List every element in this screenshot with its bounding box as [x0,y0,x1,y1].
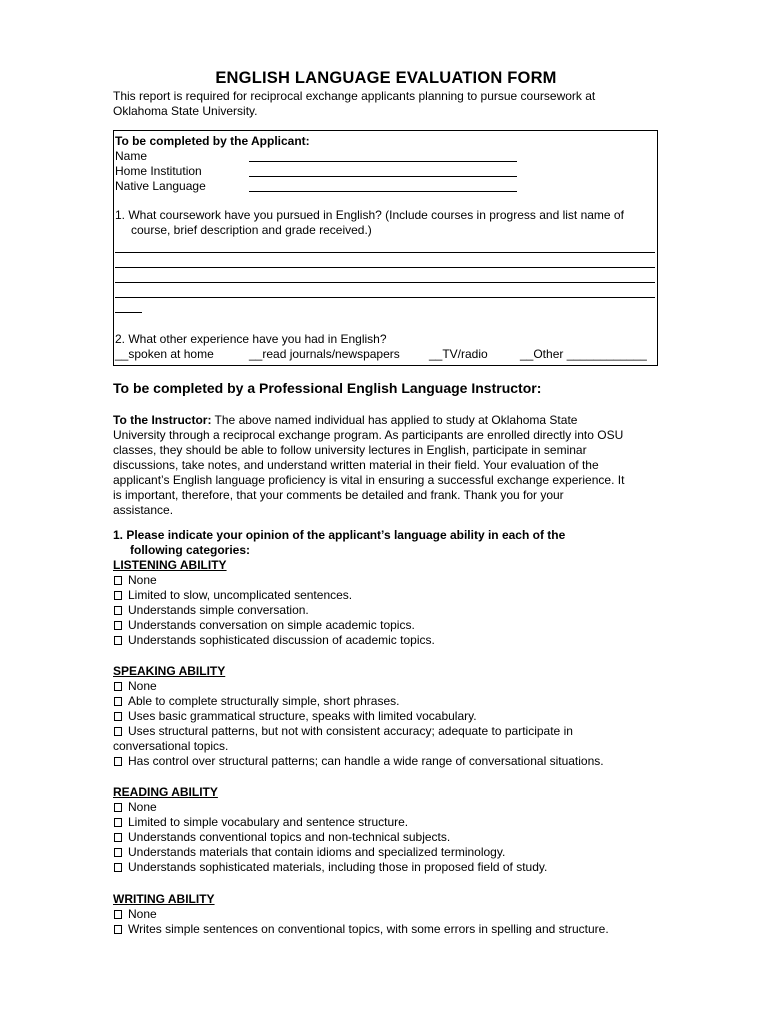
coursework-answer-lines[interactable] [115,238,655,313]
speaking-option[interactable]: Able to complete structurally simple, short phrases. [113,694,659,709]
form-title: ENGLISH LANGUAGE EVALUATION FORM [215,69,557,87]
name-field [115,149,655,164]
checkbox-icon[interactable] [114,606,122,615]
experience-options [115,347,655,362]
speaking-option[interactable]: Uses structural patterns, but not with consistent accuracy; adequate to participate in [113,724,659,739]
experience-question: 2. What other experience have you had in English? [115,332,387,346]
answer-line[interactable] [115,283,655,298]
checkbox-icon[interactable] [114,712,122,721]
checkbox-icon[interactable] [114,682,122,691]
checkbox-icon[interactable] [114,591,122,600]
option-spoken-at-home[interactable]: __spoken at home [115,347,214,361]
reading-option[interactable]: Understands conventional topics and non-technical subjects. [113,830,659,845]
reading-option[interactable]: Limited to simple vocabulary and sentence structure. [113,815,659,830]
reading-option[interactable]: Understands sophisticated materials, including those in proposed field of study. [113,860,659,875]
writing-section [113,892,659,937]
intro-text: This report is required for reciprocal exchange applicants planning to pursue coursework at Oklahoma State University. [113,89,596,118]
option-read-journals[interactable]: __read journals/newspapers [249,347,400,361]
reading-option[interactable]: None [113,800,659,815]
option-other[interactable]: __Other ____________ [520,347,647,361]
option-tv-radio[interactable]: __TV/radio [429,347,488,361]
answer-line[interactable] [115,268,655,283]
listening-option[interactable]: None [113,573,659,588]
listening-section [113,528,659,648]
reading-section [113,785,659,875]
checkbox-icon[interactable] [114,833,122,842]
speaking-option[interactable]: None [113,679,659,694]
checkbox-icon[interactable] [114,848,122,857]
checkbox-icon[interactable] [114,576,122,585]
home-institution-field [115,164,655,179]
native-language-label: Native Language [115,179,206,193]
answer-line[interactable] [115,253,655,268]
home-institution-label: Home Institution [115,164,202,178]
checkbox-icon[interactable] [114,818,122,827]
checkbox-icon[interactable] [114,697,122,706]
listening-option[interactable]: Limited to slow, uncomplicated sentences. [113,588,659,603]
answer-line[interactable] [115,238,655,253]
applicant-heading: To be completed by the Applicant: [115,134,310,148]
home-institution-blank[interactable] [249,164,517,177]
writing-title: WRITING ABILITY [113,892,215,906]
coursework-question: 1. What coursework have you pursued in English? (Include courses in progress and list name of course, brief description and grade received.) [115,208,624,237]
instructor-paragraph: To the Instructor: The above named individual has applied to study at Oklahoma State University through a reciprocal exchange program. As participants are enrolled directly into OSU classes, they should be able to follow university lectures in English, participate in seminar discussions, take notes, and understand written material in their field. Your evaluation of the applicant’s English language proficiency is vital in ensuring a successful exchange experience. It is important, therefore, that your comments be detailed and frank. Thank you for your assistance. [113,413,625,517]
listening-option[interactable]: Understands sophisticated discussion of academic topics. [113,633,659,648]
checkbox-icon[interactable] [114,863,122,872]
listening-option[interactable]: Understands simple conversation. [113,603,659,618]
listening-title: LISTENING ABILITY [113,558,227,572]
speaking-title: SPEAKING ABILITY [113,664,226,678]
name-label: Name [115,149,148,163]
instructor-label: To the Instructor: [113,413,212,427]
instructor-heading: To be completed by a Professional English Language Instructor: [113,380,542,396]
checkbox-icon[interactable] [114,925,122,934]
applicant-section [113,130,658,366]
reading-title: READING ABILITY [113,785,218,799]
writing-option[interactable]: Writes simple sentences on conventional topics, with some errors in spelling and structure. [113,922,659,937]
checkbox-icon[interactable] [114,803,122,812]
reading-option[interactable]: Understands materials that contain idioms and specialized terminology. [113,845,659,860]
writing-option[interactable]: None [113,907,659,922]
checkbox-icon[interactable] [114,621,122,630]
checkbox-icon[interactable] [114,727,122,736]
checkbox-icon[interactable] [114,910,122,919]
native-language-blank[interactable] [249,179,517,192]
checkbox-icon[interactable] [114,636,122,645]
checkbox-icon[interactable] [114,757,122,766]
speaking-section: SPEAKING ABILITY None Able to complete structurally simple, short phrases. Uses basic grammatical structure, speaks with limited vocabulary. Uses structural patterns, but not with consistent accuracy; adequate to participate in conversational topics. Has control over structural patterns; can handle a wide range of conversational situations. [113,664,659,769]
speaking-option[interactable]: Uses basic grammatical structure, speaks with limited vocabulary. [113,709,659,724]
native-language-field [115,179,655,194]
listening-option[interactable]: Understands conversation on simple academic topics. [113,618,659,633]
answer-line[interactable] [115,298,142,313]
speaking-option[interactable]: Has control over structural patterns; can handle a wide range of conversational situations. [113,754,659,769]
name-blank[interactable] [249,149,517,162]
ability-question: 1. Please indicate your opinion of the applicant’s language ability in each of the following categories: [113,528,566,557]
